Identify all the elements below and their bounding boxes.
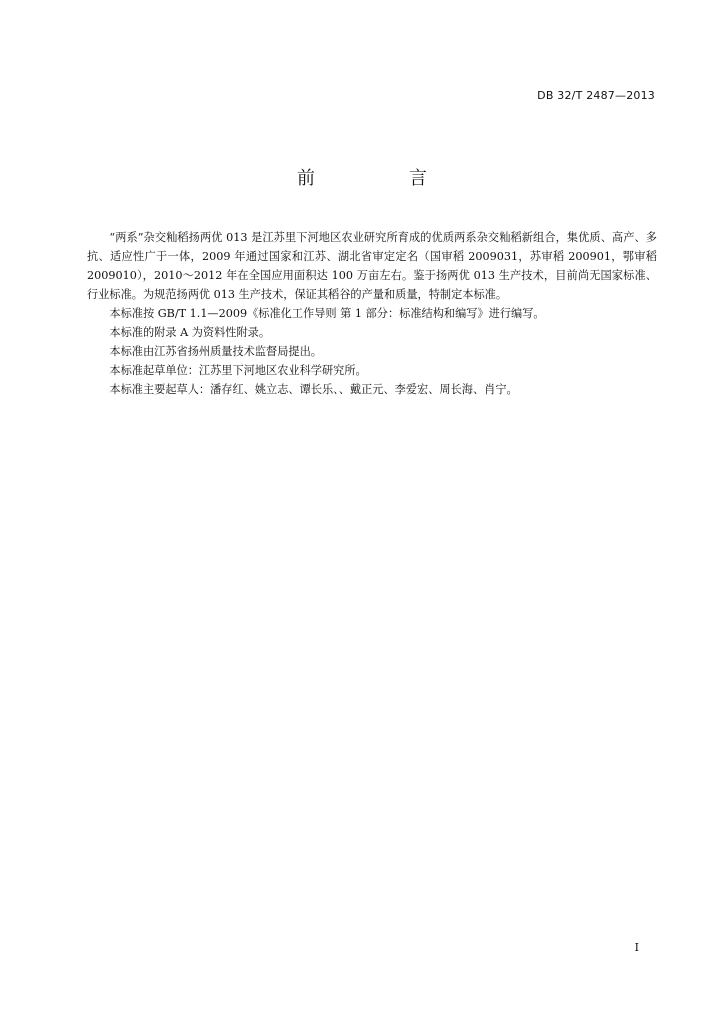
paragraph-proposer: 本标准由江苏省扬州质量技术监督局提出。 <box>109 345 322 358</box>
foreword-body <box>87 228 657 399</box>
paragraph-appendix: 本标准的附录 A 为资料性附录。 <box>109 326 271 339</box>
paragraph-background: “两系”杂交籼稻扬两优 013 是江苏里下河地区农业研究所育成的优质两系杂交籼稻新组合，集优质、高产、多抗、适应性广于一体，2009 年通过国家和江苏、湖北省审定定名（国审稻 2009031，苏审稻 200901，鄂审稻 2009010），2010～2012 年在全国应用面积达 100 万亩左右。鉴于扬两优 013 生产技术，目前尚无国家标准、行业标准。为规范扬两优 013 生产技术，保证其稻谷的产量和质量，特制定本标准。 <box>87 231 657 301</box>
paragraph-drafters: 本标准主要起草人：潘存红、姚立志、谭长乐、、戴正元、李爱宏、周长海、肖宁。 <box>109 383 518 396</box>
standard-code: DB 32/T 2487—2013 <box>537 89 655 102</box>
page-number: I <box>634 941 639 954</box>
paragraph-drafting-unit: 本标准起草单位：江苏里下河地区农业科学研究所。 <box>109 364 367 377</box>
paragraph-drafting-rule: 本标准按 GB/T 1.1—2009《标准化工作导则 第 1 部分：标准结构和编写》进行编写。 <box>109 307 545 320</box>
page-title: 前 言 <box>297 168 465 189</box>
